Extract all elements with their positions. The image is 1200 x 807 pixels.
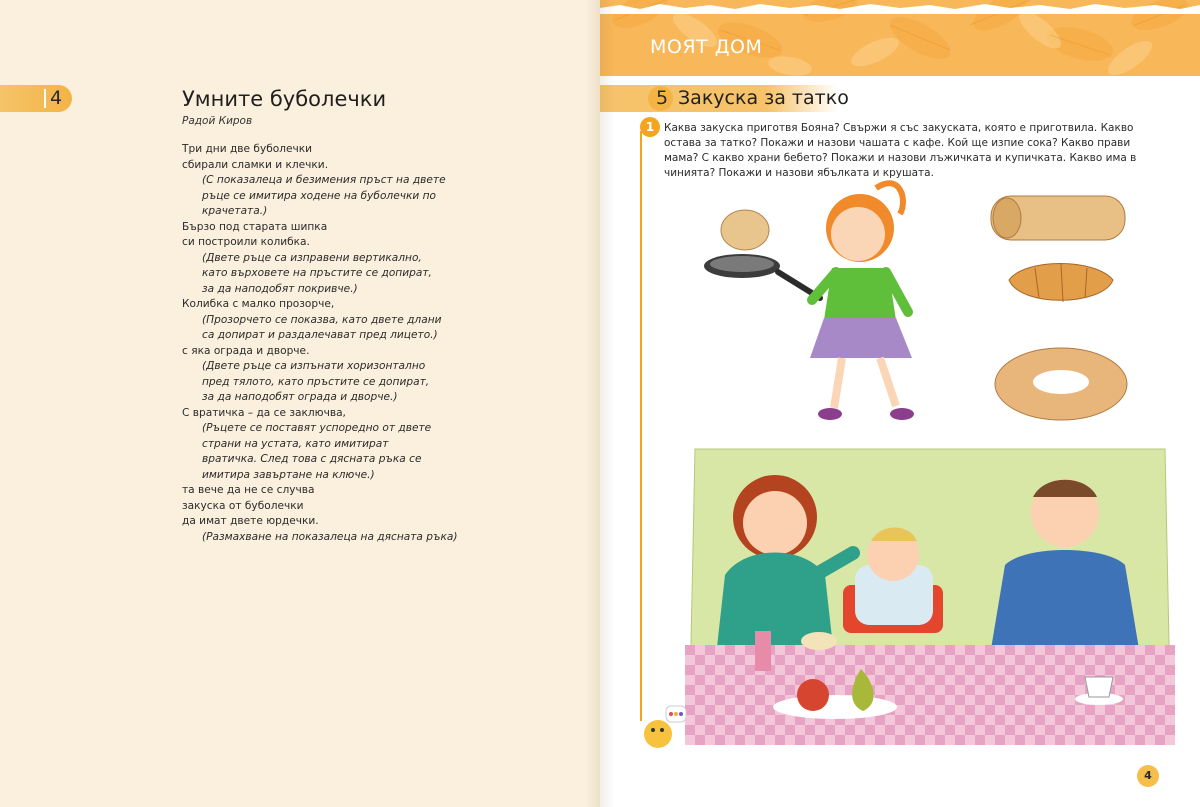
girl-skirt bbox=[810, 318, 912, 358]
poem-instruction: са допират и раздалечават пред лицето.) bbox=[202, 329, 438, 341]
right-page bbox=[600, 0, 1200, 807]
apple bbox=[797, 679, 829, 711]
pancake-flying bbox=[721, 210, 769, 250]
mascot-icon bbox=[640, 700, 688, 750]
torn-paper-edge bbox=[600, 0, 1200, 14]
task-instructions: Каква закуска приготвя Бояна? Свържи я със закуската, която е приготвила. Какво остава за татко? Покажи и назови чашата с кафе. Кой ще изпие сока? Какво прави мама? С какво храни бебето? Покажи и назови лъжичката и купичката. Какво има в чинията? Покажи и назови ябълката и крушата. bbox=[664, 122, 1137, 179]
poem-line: си построили колибка. bbox=[182, 236, 310, 248]
poem-line: сбирали сламки и клечки. bbox=[182, 158, 329, 171]
poem-line: да имат двете юрдечки. bbox=[182, 515, 319, 527]
poem-instruction: (Размахване на показалеца на дясната ръка) bbox=[202, 530, 458, 543]
book-spine-shadow bbox=[585, 0, 615, 807]
rolled-pancake bbox=[991, 196, 1125, 240]
tab-divider bbox=[44, 89, 46, 108]
poem-line: С вратичка – да се заключва, bbox=[182, 406, 346, 419]
poem-instruction: за да наподобят покривче.) bbox=[202, 282, 358, 295]
right-lesson-number: 5 bbox=[656, 87, 669, 109]
poem-line: Три дни две буболечки bbox=[182, 143, 313, 155]
plate bbox=[773, 695, 897, 719]
pastries-illustration bbox=[985, 188, 1135, 428]
poem-instruction: вратичка. След това с дясната ръка се bbox=[202, 453, 422, 465]
poem-line: с яка ограда и дворче. bbox=[182, 344, 310, 357]
poem-instruction: ръце се имитира ходене на буболечки по bbox=[202, 189, 437, 202]
task-margin-line bbox=[640, 131, 642, 721]
poem-instruction: (С показалеца и безимения пръст на двете bbox=[202, 174, 446, 186]
coffee-cup bbox=[1085, 677, 1113, 697]
poem-body bbox=[182, 142, 482, 545]
poem-instruction: (Двете ръце са изпънати хоризонтално bbox=[202, 360, 426, 372]
bowl bbox=[801, 632, 837, 650]
poem-line: закуска от буболечки bbox=[182, 499, 304, 512]
lesson-title: Закуска за татко bbox=[678, 87, 849, 109]
poem-instruction: пред тялото, като пръстите се допират, bbox=[202, 375, 430, 388]
section-title: МОЯТ ДОМ bbox=[650, 36, 763, 58]
poem-instruction: (Ръцете се поставят успоредно от двете bbox=[202, 422, 432, 434]
poem-instruction: имитира завъртане на ключе.) bbox=[202, 468, 375, 481]
left-lesson-tab bbox=[0, 85, 72, 112]
poem-title: Умните буболечки bbox=[182, 87, 387, 111]
poem-line: та вече да не се случва bbox=[182, 484, 315, 496]
juice-glass bbox=[755, 631, 771, 671]
poem-instruction: като върховете на пръстите се допират, bbox=[202, 267, 432, 279]
family-breakfast-illustration bbox=[685, 445, 1175, 745]
girl-face bbox=[831, 207, 885, 261]
poem-line: Колибка с малко прозорче, bbox=[182, 298, 335, 310]
task-number-badge: 1 bbox=[640, 117, 660, 137]
bagel bbox=[995, 348, 1127, 420]
poem-instruction: страни на устата, като имитират bbox=[202, 437, 389, 450]
poem-instruction: (Прозорчето се показва, като двете длани bbox=[202, 313, 442, 326]
poem-instruction: (Двете ръце са изправени вертикално, bbox=[202, 251, 422, 264]
poem-instruction: крачетата.) bbox=[202, 205, 268, 217]
poem-instruction: за да наподобят ограда и дворче.) bbox=[202, 391, 398, 403]
croissant bbox=[1009, 264, 1113, 303]
right-lesson-tab bbox=[600, 85, 849, 112]
poem-line: Бързо под старата шипка bbox=[182, 220, 328, 233]
left-lesson-number: 4 bbox=[50, 87, 63, 109]
poem-author: Радой Киров bbox=[182, 115, 253, 127]
page-number: 4 bbox=[1137, 765, 1159, 787]
section-header bbox=[600, 0, 1200, 76]
girl-with-pan-illustration bbox=[700, 172, 960, 434]
